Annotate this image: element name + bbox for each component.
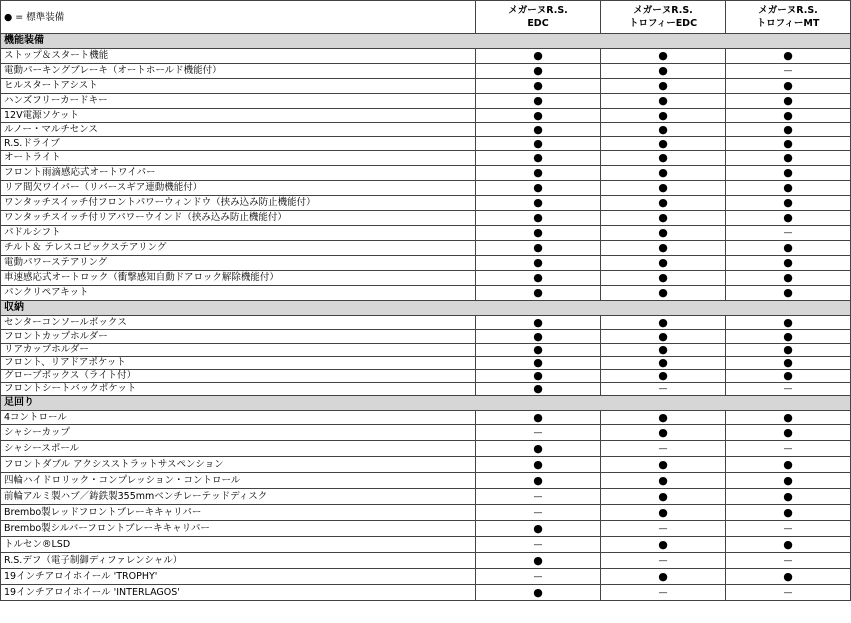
standard-mark	[476, 79, 601, 94]
feature-label: パドルシフト	[1, 226, 476, 241]
filled-circle-icon: ●	[533, 241, 543, 255]
standard-mark	[726, 196, 851, 211]
filled-circle-icon: ●	[533, 211, 543, 225]
filled-circle-icon: ●	[658, 79, 668, 93]
filled-circle-icon: ●	[783, 241, 793, 255]
standard-mark	[476, 166, 601, 181]
standard-mark	[476, 181, 601, 196]
filled-circle-icon: ●	[658, 356, 668, 370]
filled-circle-icon: ●	[658, 94, 668, 108]
category-label: 機能装備	[1, 34, 851, 49]
filled-circle-icon: ●	[533, 553, 543, 567]
feature-label: フロントシートバックポケット	[1, 383, 476, 396]
dash-icon: —	[783, 66, 793, 76]
filled-circle-icon: ●	[658, 315, 668, 329]
standard-mark	[601, 109, 726, 123]
feature-label: Brembo製シルバーフロントブレーキキャリパー	[1, 521, 476, 537]
filled-circle-icon: ●	[658, 425, 668, 439]
table-row	[1, 79, 851, 94]
standard-mark	[601, 537, 726, 553]
not-available-mark	[726, 383, 851, 396]
table-row	[1, 181, 851, 196]
standard-mark	[476, 521, 601, 537]
standard-mark	[726, 109, 851, 123]
filled-circle-icon: ●	[658, 136, 668, 150]
standard-mark	[726, 151, 851, 166]
standard-mark	[601, 457, 726, 473]
filled-circle-icon: ●	[533, 79, 543, 93]
standard-mark	[601, 123, 726, 137]
table-row	[1, 383, 851, 396]
standard-mark	[601, 196, 726, 211]
filled-circle-icon: ●	[783, 181, 793, 195]
filled-circle-icon: ●	[533, 369, 543, 383]
table-row	[1, 151, 851, 166]
dash-icon: —	[533, 507, 543, 518]
category-label: 足回り	[1, 396, 851, 411]
filled-circle-icon: ●	[533, 286, 543, 300]
not-available-mark	[476, 569, 601, 585]
table-row	[1, 569, 851, 585]
standard-mark	[726, 473, 851, 489]
standard-mark	[726, 569, 851, 585]
table-row	[1, 49, 851, 64]
standard-mark	[601, 489, 726, 505]
filled-circle-icon: ●	[533, 473, 543, 487]
filled-circle-icon: ●	[658, 410, 668, 424]
standard-mark	[726, 457, 851, 473]
feature-label: フロントダブル アクシスストラットサスペンション	[1, 457, 476, 473]
filled-circle-icon: ●	[783, 457, 793, 471]
dash-icon: —	[533, 491, 543, 502]
not-available-mark	[476, 505, 601, 521]
table-row	[1, 226, 851, 241]
filled-circle-icon: ●	[533, 441, 543, 455]
filled-circle-icon: ●	[783, 356, 793, 370]
standard-mark	[476, 383, 601, 396]
not-available-mark	[601, 553, 726, 569]
dash-icon: —	[533, 571, 543, 582]
standard-mark	[726, 256, 851, 271]
table-row	[1, 123, 851, 137]
feature-label: センターコンソールボックス	[1, 316, 476, 330]
filled-circle-icon: ●	[658, 211, 668, 225]
table-row	[1, 137, 851, 151]
standard-mark	[726, 370, 851, 383]
dash-icon: —	[658, 587, 668, 598]
standard-mark	[476, 585, 601, 601]
category-row	[1, 34, 851, 49]
column-header-line1: メガーヌR.S.	[508, 5, 568, 16]
column-header-line2: EDC	[527, 18, 549, 29]
filled-circle-icon: ●	[533, 256, 543, 270]
filled-circle-icon: ●	[658, 256, 668, 270]
column-header-line2: トロフィーEDC	[628, 18, 698, 29]
filled-circle-icon: ●	[658, 151, 668, 165]
table-row	[1, 344, 851, 357]
feature-label: R.S.ドライブ	[1, 137, 476, 151]
column-header-edc	[476, 1, 601, 34]
feature-label: 19インチアロイホイール 'TROPHY'	[1, 569, 476, 585]
standard-mark	[601, 316, 726, 330]
feature-label: 前輪アルミ製ハブ／鋳鉄製355mmベンチレーテッドディスク	[1, 489, 476, 505]
feature-label: ワンタッチスイッチ付フロントパワーウィンドウ（挟み込み防止機能付）	[1, 196, 476, 211]
column-header-trophy-mt	[726, 1, 851, 34]
dash-icon: —	[658, 443, 668, 454]
dash-icon: —	[783, 555, 793, 566]
filled-circle-icon: ●	[533, 151, 543, 165]
table-row	[1, 316, 851, 330]
filled-circle-icon: ●	[533, 410, 543, 424]
feature-label: 四輪ハイドロリック・コンプレッション・コントロール	[1, 473, 476, 489]
table-row	[1, 370, 851, 383]
feature-label: フロントカップホルダー	[1, 330, 476, 344]
standard-mark	[476, 411, 601, 425]
feature-label: チルト＆ テレスコピックステアリング	[1, 241, 476, 256]
table-row	[1, 109, 851, 123]
standard-mark	[476, 357, 601, 370]
filled-circle-icon: ●	[533, 329, 543, 343]
table-row	[1, 286, 851, 301]
table-row	[1, 241, 851, 256]
table-row	[1, 330, 851, 344]
feature-label: ストップ＆スタート機能	[1, 49, 476, 64]
not-available-mark	[601, 585, 726, 601]
filled-circle-icon: ●	[783, 122, 793, 136]
standard-mark	[601, 137, 726, 151]
standard-mark	[476, 211, 601, 226]
filled-circle-icon: ●	[533, 521, 543, 535]
standard-mark	[726, 316, 851, 330]
filled-circle-icon: ●	[533, 585, 543, 599]
table-row	[1, 411, 851, 425]
standard-mark	[726, 123, 851, 137]
feature-label: フロント雨滴感応式オートワイパー	[1, 166, 476, 181]
table-row	[1, 585, 851, 601]
standard-mark	[601, 241, 726, 256]
filled-circle-icon: ●	[658, 343, 668, 357]
standard-mark	[601, 330, 726, 344]
table-row	[1, 357, 851, 370]
standard-mark	[476, 151, 601, 166]
standard-mark	[476, 271, 601, 286]
filled-circle-icon: ●	[783, 410, 793, 424]
dash-icon: —	[783, 443, 793, 454]
not-available-mark	[726, 585, 851, 601]
filled-circle-icon: ●	[783, 166, 793, 180]
table-row	[1, 425, 851, 441]
not-available-mark	[726, 521, 851, 537]
filled-circle-icon: ●	[783, 256, 793, 270]
filled-circle-icon: ●	[783, 537, 793, 551]
standard-mark	[726, 181, 851, 196]
standard-mark	[601, 344, 726, 357]
standard-mark	[601, 166, 726, 181]
standard-mark	[476, 286, 601, 301]
standard-mark	[476, 123, 601, 137]
filled-circle-icon: ●	[533, 382, 543, 396]
category-label: 収納	[1, 301, 851, 316]
standard-mark	[476, 94, 601, 109]
feature-label: 電動パーキングブレーキ（オートホールド機能付）	[1, 64, 476, 79]
standard-mark	[476, 196, 601, 211]
standard-mark	[601, 211, 726, 226]
filled-circle-icon: ●	[658, 122, 668, 136]
filled-circle-icon: ●	[658, 473, 668, 487]
standard-mark	[726, 79, 851, 94]
standard-mark	[476, 457, 601, 473]
table-row	[1, 256, 851, 271]
standard-mark	[476, 137, 601, 151]
standard-mark	[726, 241, 851, 256]
feature-label: パンクリペアキット	[1, 286, 476, 301]
standard-mark	[476, 473, 601, 489]
feature-label: リアカップホルダー	[1, 344, 476, 357]
standard-mark	[726, 344, 851, 357]
filled-circle-icon: ●	[533, 64, 543, 78]
filled-circle-icon: ●	[533, 94, 543, 108]
filled-circle-icon: ●	[658, 537, 668, 551]
column-header-line1: メガーヌR.S.	[758, 5, 818, 16]
filled-circle-icon: ●	[783, 196, 793, 210]
column-header-trophy-edc	[601, 1, 726, 34]
standard-mark	[601, 370, 726, 383]
not-available-mark	[476, 537, 601, 553]
standard-mark	[726, 537, 851, 553]
standard-mark	[726, 330, 851, 344]
feature-label: ワンタッチスイッチ付リアパワーウインド（挟み込み防止機能付）	[1, 211, 476, 226]
filled-circle-icon: ●	[658, 64, 668, 78]
standard-mark	[726, 211, 851, 226]
filled-circle-icon: ●	[533, 356, 543, 370]
standard-mark	[726, 505, 851, 521]
filled-circle-icon: ●	[658, 286, 668, 300]
category-row	[1, 396, 851, 411]
filled-circle-icon: ●	[658, 196, 668, 210]
feature-label: 車速感応式オートロック（衝撃感知自動ドアロック解除機能付）	[1, 271, 476, 286]
feature-label: フロント、リアドアポケット	[1, 357, 476, 370]
standard-mark	[726, 489, 851, 505]
filled-circle-icon: ●	[658, 329, 668, 343]
table-row	[1, 473, 851, 489]
filled-circle-icon: ●	[533, 226, 543, 240]
filled-circle-icon: ●	[783, 425, 793, 439]
category-row	[1, 301, 851, 316]
standard-mark	[601, 181, 726, 196]
table-row	[1, 521, 851, 537]
dash-icon: —	[783, 587, 793, 598]
filled-circle-icon: ●	[783, 329, 793, 343]
standard-mark	[601, 425, 726, 441]
standard-mark	[601, 569, 726, 585]
dash-icon: —	[533, 427, 543, 438]
filled-circle-icon: ●	[783, 136, 793, 150]
dash-icon: —	[533, 539, 543, 550]
filled-circle-icon: ●	[658, 108, 668, 122]
standard-mark	[726, 271, 851, 286]
filled-circle-icon: ●	[783, 94, 793, 108]
filled-circle-icon: ●	[533, 136, 543, 150]
standard-mark	[726, 166, 851, 181]
feature-label: 4コントロール	[1, 411, 476, 425]
filled-circle-icon: ●	[533, 196, 543, 210]
feature-label: シャシースポール	[1, 441, 476, 457]
standard-mark	[476, 64, 601, 79]
filled-circle-icon: ●	[783, 271, 793, 285]
filled-circle-icon: ●	[783, 343, 793, 357]
filled-circle-icon: ●	[533, 122, 543, 136]
standard-mark	[476, 553, 601, 569]
filled-circle-icon: ●	[783, 211, 793, 225]
standard-mark	[476, 441, 601, 457]
table-row	[1, 489, 851, 505]
standard-mark	[726, 137, 851, 151]
standard-mark	[601, 49, 726, 64]
table-row	[1, 441, 851, 457]
standard-mark	[601, 505, 726, 521]
filled-circle-icon: ●	[658, 457, 668, 471]
standard-mark	[476, 370, 601, 383]
standard-mark	[726, 49, 851, 64]
standard-mark	[601, 256, 726, 271]
standard-mark	[601, 64, 726, 79]
filled-circle-icon: ●	[533, 108, 543, 122]
filled-circle-icon: ●	[658, 226, 668, 240]
filled-circle-icon: ●	[658, 181, 668, 195]
filled-circle-icon: ●	[783, 151, 793, 165]
dash-icon: —	[783, 523, 793, 534]
table-row	[1, 166, 851, 181]
feature-label: 電動パワーステアリング	[1, 256, 476, 271]
filled-circle-icon: ●	[783, 369, 793, 383]
standard-mark	[476, 344, 601, 357]
filled-circle-icon: ●	[533, 49, 543, 63]
column-header-line1: メガーヌR.S.	[633, 5, 693, 16]
standard-mark	[476, 241, 601, 256]
standard-mark	[601, 226, 726, 241]
feature-label: Brembo製レッドフロントブレーキキャリパー	[1, 505, 476, 521]
standard-mark	[726, 94, 851, 109]
feature-label: 12V電源ソケット	[1, 109, 476, 123]
feature-label: ヒルスタートアシスト	[1, 79, 476, 94]
standard-mark	[601, 473, 726, 489]
standard-mark	[476, 256, 601, 271]
filled-circle-icon: ●	[783, 108, 793, 122]
table-row	[1, 94, 851, 109]
column-header-line2: トロフィーMT	[756, 18, 820, 29]
standard-mark	[601, 94, 726, 109]
dash-icon: —	[658, 555, 668, 566]
table-row	[1, 505, 851, 521]
not-available-mark	[476, 425, 601, 441]
filled-circle-icon: ●	[783, 489, 793, 503]
filled-circle-icon: ●	[783, 79, 793, 93]
feature-label: オートライト	[1, 151, 476, 166]
table-body	[1, 34, 851, 601]
filled-circle-icon: ●	[658, 489, 668, 503]
dash-icon: —	[783, 228, 793, 238]
not-available-mark	[601, 441, 726, 457]
table-row	[1, 457, 851, 473]
header-row	[1, 1, 851, 34]
standard-mark	[726, 357, 851, 370]
not-available-mark	[476, 489, 601, 505]
standard-mark	[726, 411, 851, 425]
legend: ● = 標準装備	[1, 1, 476, 34]
filled-circle-icon: ●	[658, 166, 668, 180]
standard-mark	[601, 286, 726, 301]
not-available-mark	[726, 441, 851, 457]
standard-mark	[726, 425, 851, 441]
filled-circle-icon: ●	[533, 271, 543, 285]
filled-circle-icon: ●	[658, 569, 668, 583]
filled-circle-icon: ●	[658, 49, 668, 63]
feature-label: 19インチアロイホイール 'INTERLAGOS'	[1, 585, 476, 601]
feature-label: シャシーカップ	[1, 425, 476, 441]
filled-circle-icon: ●	[783, 315, 793, 329]
table-row	[1, 64, 851, 79]
feature-label: ハンズフリーカードキー	[1, 94, 476, 109]
standard-mark	[601, 357, 726, 370]
standard-mark	[601, 151, 726, 166]
filled-circle-icon: ●	[533, 166, 543, 180]
filled-circle-icon: ●	[658, 505, 668, 519]
dash-icon: —	[658, 523, 668, 534]
dash-icon: —	[783, 384, 793, 394]
dash-icon: —	[658, 384, 668, 394]
standard-mark	[476, 316, 601, 330]
table-row	[1, 553, 851, 569]
filled-circle-icon: ●	[533, 343, 543, 357]
filled-circle-icon: ●	[533, 457, 543, 471]
standard-mark	[476, 330, 601, 344]
not-available-mark	[726, 553, 851, 569]
feature-label: ルノー・マルチセンス	[1, 123, 476, 137]
filled-circle-icon: ●	[533, 315, 543, 329]
filled-circle-icon: ●	[783, 569, 793, 583]
filled-circle-icon: ●	[783, 286, 793, 300]
filled-circle-icon: ●	[783, 473, 793, 487]
not-available-mark	[601, 383, 726, 396]
standard-mark	[601, 271, 726, 286]
feature-label: グローブボックス（ライト付）	[1, 370, 476, 383]
table-row	[1, 271, 851, 286]
table-row	[1, 196, 851, 211]
table-row	[1, 211, 851, 226]
standard-mark	[601, 79, 726, 94]
feature-label: トルセン®LSD	[1, 537, 476, 553]
filled-circle-icon: ●	[783, 505, 793, 519]
filled-circle-icon: ●	[533, 181, 543, 195]
standard-mark	[601, 411, 726, 425]
table-row	[1, 537, 851, 553]
standard-mark	[476, 109, 601, 123]
not-available-mark	[601, 521, 726, 537]
standard-mark	[476, 226, 601, 241]
filled-circle-icon: ●	[658, 369, 668, 383]
filled-circle-icon: ●	[658, 241, 668, 255]
filled-circle-icon: ●	[783, 49, 793, 63]
not-available-mark	[726, 226, 851, 241]
standard-mark	[476, 49, 601, 64]
filled-circle-icon: ●	[658, 271, 668, 285]
feature-label: R.S.デフ（電子制御ディファレンシャル）	[1, 553, 476, 569]
feature-label: リア間欠ワイパー（リバースギア連動機能付）	[1, 181, 476, 196]
standard-mark	[726, 286, 851, 301]
not-available-mark	[726, 64, 851, 79]
